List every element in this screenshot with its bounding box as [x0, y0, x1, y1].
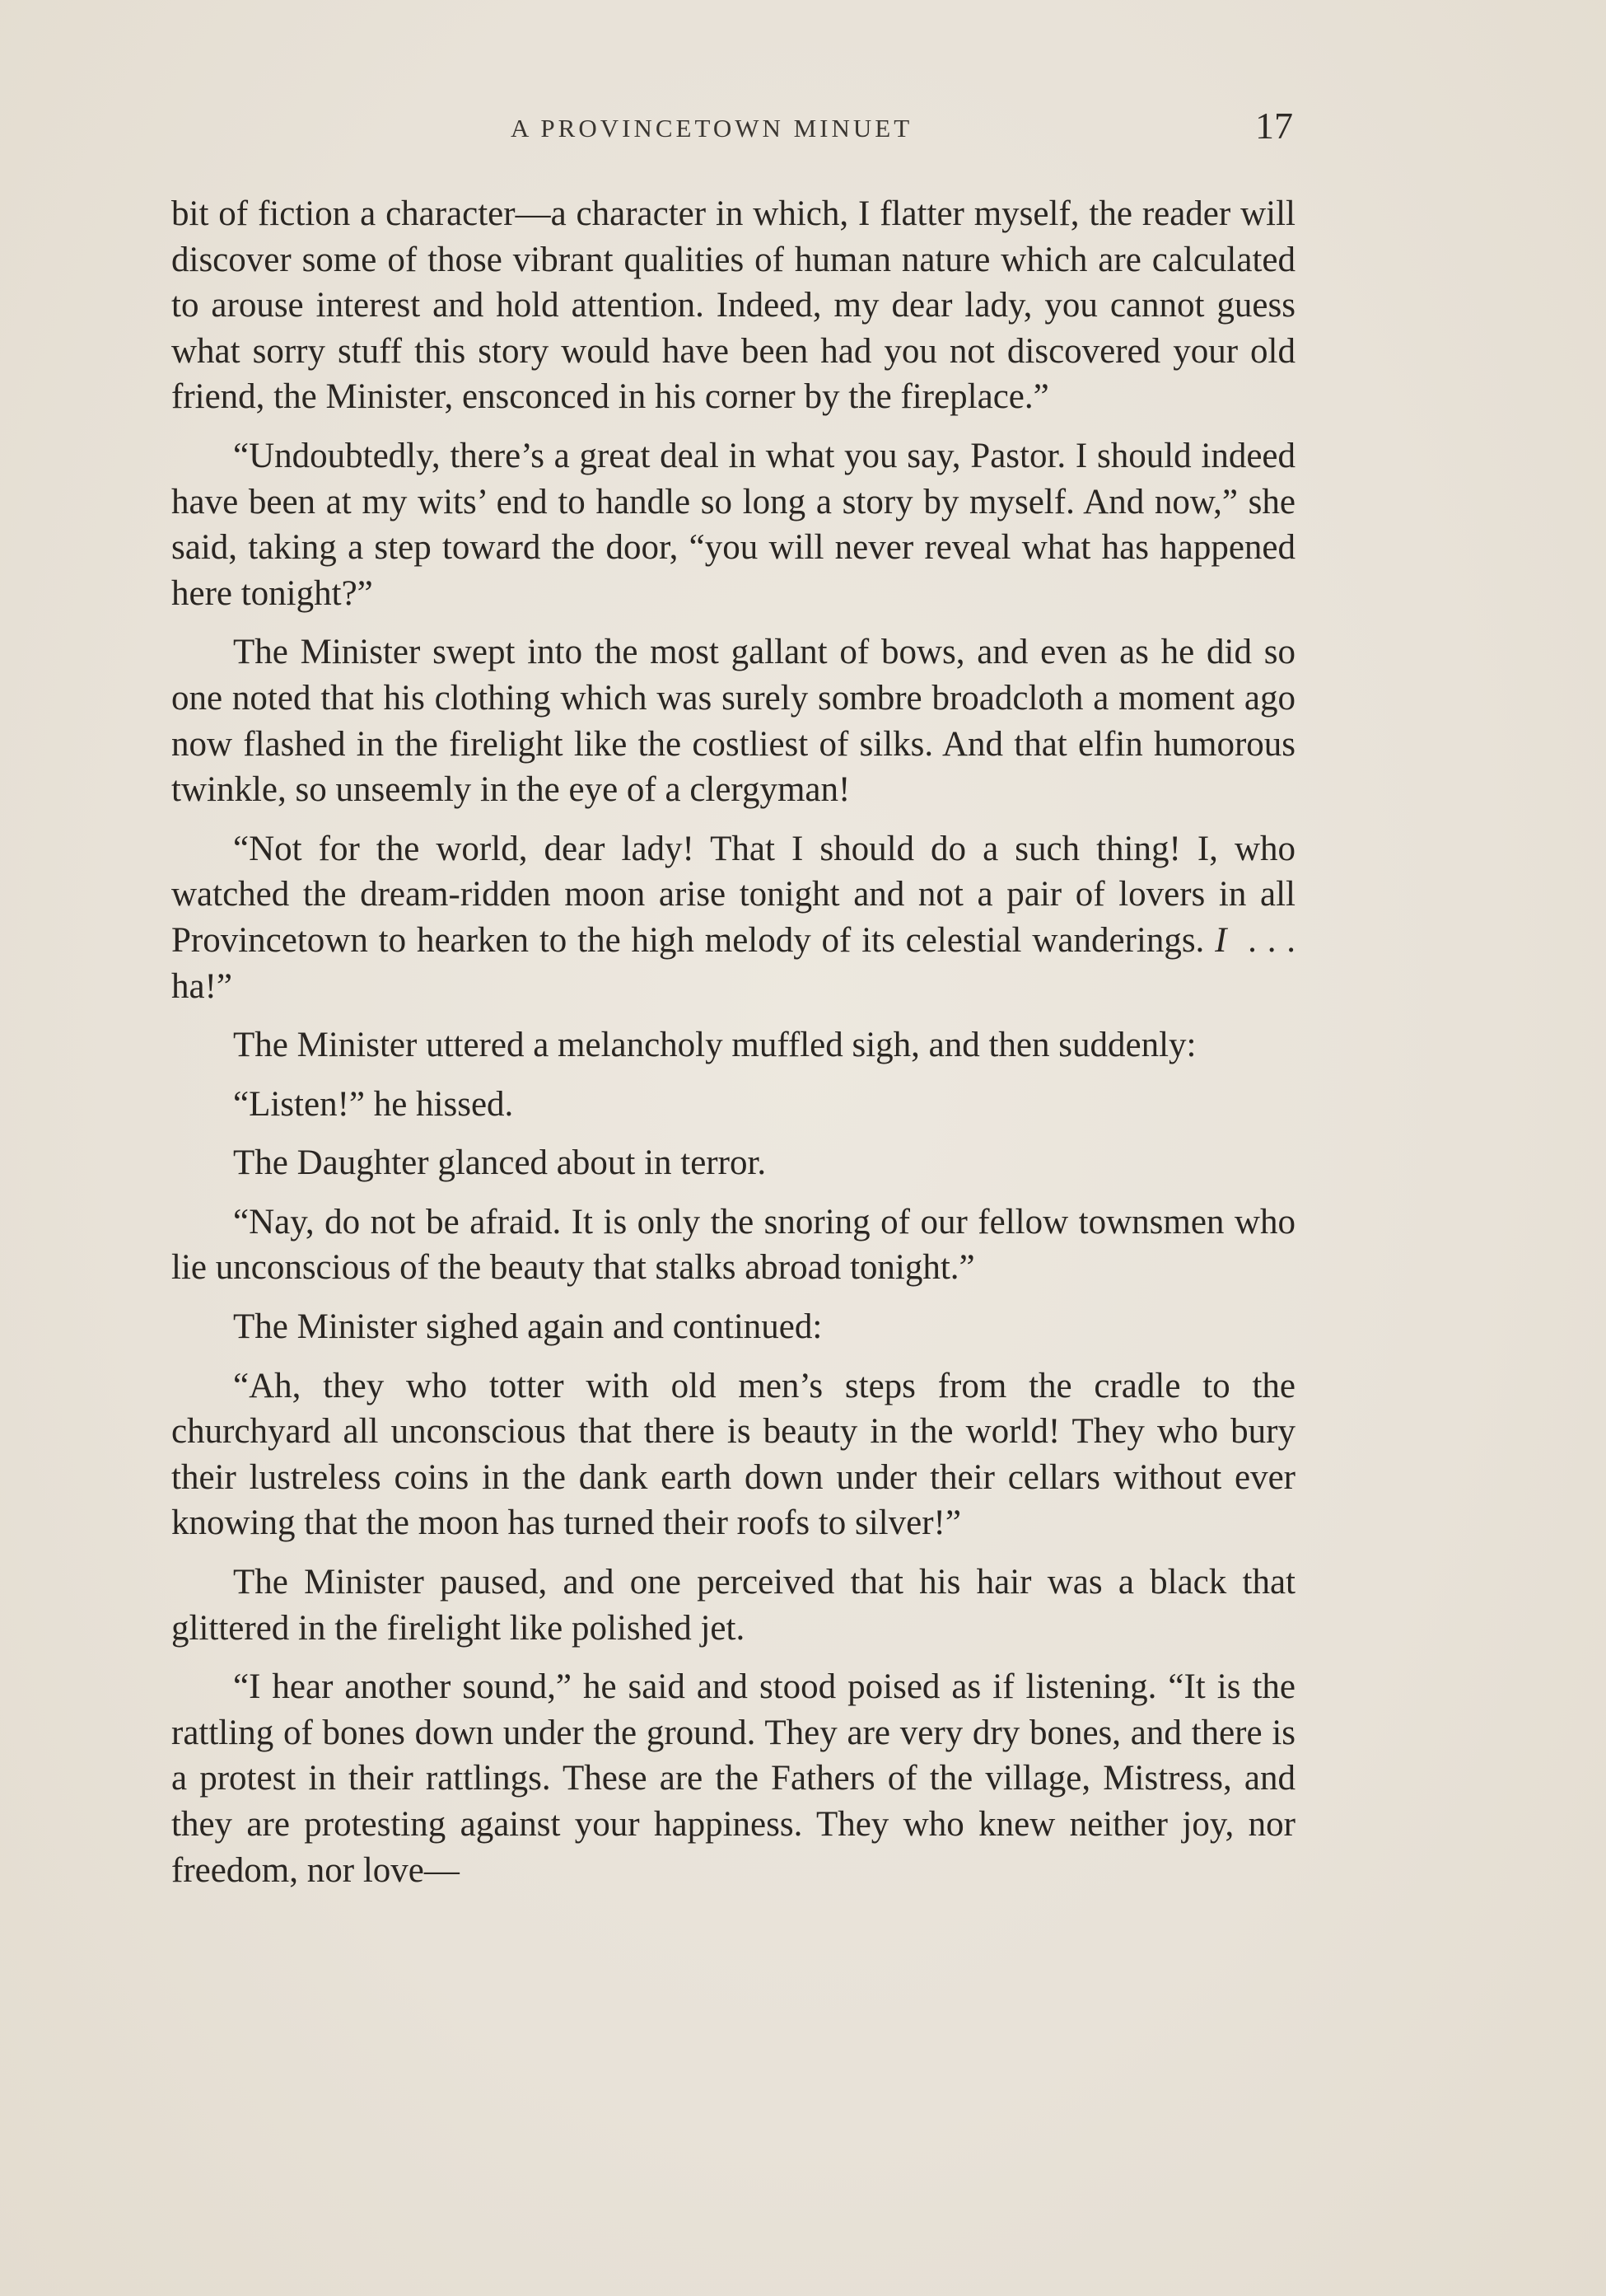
paragraph-1: bit of fiction a character—a character in which, I flatter myself, the reader will discover some of those vibrant qualities of human nature which are calculated to arouse interest and hold attention. Indeed, my dear lady, you cannot guess what sorry stuff this story would have been had you not discovered your old friend, the Minister, ensconced in his corner by the fireplace.” — [171, 194, 1296, 417]
paragraph-2: “Undoubtedly, there’s a great deal in what you say, Pastor. I should indeed have been at my wits’ end to handle so long a story by myself. And now,” she said, taking a step toward the door, “you will never reveal what has happened here tonight?” — [171, 436, 1296, 613]
paragraph-9: The Minister sighed again and continued: — [233, 1307, 823, 1347]
paragraph-3: The Minister swept into the most gallant of bows, and even as he did so one noted that his clothing which was surely sombre broadcloth a moment ago now flashed in the firelight like the costliest of silks. And that elfin humorous twinkle, so unseemly in the eye of a clergyman! — [171, 633, 1296, 810]
running-title: A PROVINCETOWN MINUET — [511, 114, 913, 143]
paragraph-6: “Listen!” he hissed. — [233, 1084, 514, 1124]
paragraph-12: “I hear another sound,” he said and stood poised as if listening. “It is the rattling of bones down under the ground. They are very dry bones, and there is a protest in their rattlings. These are the Fathers of the village, Mistress, and they are protesting against your happiness. They who knew neither joy, nor freedom, nor love— — [171, 1667, 1296, 1890]
page-number: 17 — [1255, 105, 1293, 147]
paragraph-4-italic: I — [1215, 920, 1227, 960]
paragraph-7: The Daughter glanced about in terror. — [233, 1143, 767, 1183]
running-head — [173, 107, 1293, 157]
paragraph-4-ellipsis: . . . ha!” — [171, 920, 1296, 1006]
paragraph-5: The Minister uttered a melancholy muffled sigh, and then suddenly: — [233, 1026, 1197, 1065]
paragraph-4-text: “Not for the world, dear lady! That I should do a such thing! I, who watched the dream-ridden moon arise tonight and not a pair of lovers in all Provincetown to hearken to the high melody of its celestial wanderings. — [171, 829, 1296, 960]
paragraph-8: “Nay, do not be afraid. It is only the snoring of our fellow townsmen who lie unconscious of the beauty that stalks abroad tonight.” — [171, 1202, 1296, 1288]
paragraph-4 — [171, 826, 1296, 1009]
body-text — [171, 191, 1296, 1906]
paragraph-11: The Minister paused, and one perceived that his hair was a black that glittered in the firelight like polished jet. — [171, 1563, 1296, 1648]
paragraph-10: “Ah, they who totter with old men’s steps from the cradle to the churchyard all unconscious that there is beauty in the world! They who bury their lustreless coins in the dank earth down under their cellars without ever knowing that the moon has turned their roofs to silver!” — [171, 1366, 1296, 1543]
